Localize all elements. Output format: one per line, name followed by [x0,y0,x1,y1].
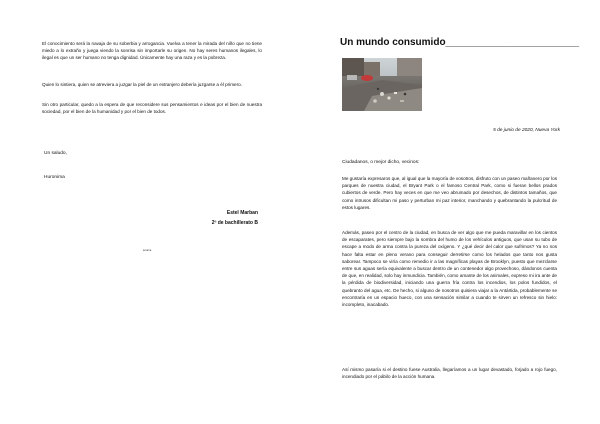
street-litter-photo-image [342,58,422,111]
left-paragraph-3: Sin otro particular, quedo a la espera de que reconsidere sus pensamientos e ideas por el bien de nuestra sociedad, por el bien de la humanidad y por el bien de todos. [42,102,262,115]
greeting: Un saludo, [44,151,67,156]
author-block [150,208,258,228]
page-title: Un mundo consumido________________________ [340,37,580,48]
right-paragraph-2: Además, paseo por el centro de la ciudad, en busca de ver algo que me pueda maravillar en los cientos de escaparates, pero siempre bajo la sombra del humo de los vehículos antiguos, que usan su tubo de escape a modo de arma contra la pureza del oxígeno. Y ¿qué decir del calor que sufrimos? Ya no nos hace falta estar en pleno verano para conseguir derretirse como los helados que tanto nos gusta saborear. Tampoco se viría como remedio ir a las magníficas playas de Brooklyn, puesto que mezclarse entre sus aguas sería equivalente a buscar dentro de un contenedor algo provechoso, dándonos cuenta de que, en realidad, solo hay inmundicia. También, como amante de los animales, expreso mi ira ante de la pérdida de biodiversidad, iniciando una guerra fría contra los incendios, los polos fundidos, el quebranto del agua, etc. De hecho, si alguno de nosotros quisiera viajar a la Antártida, probablemente se encontraría en un espacio hueco, con una sensación similar a cuando te sirven un refresco sin hielo: incompleto, inacabado. [342,230,557,308]
right-paragraph-1: Me gustaría expresaros que, al igual que la mayoría de vosotros, disfruto con un paseo mañanero por los parques de nuestra ciudad, el Bryant Park o el famoso Central Park, como si fueran bellos prados cubiertos de verde. Pero hay veces en que me veo abrumado por desechos, de distintos tamaños, que como intrusos dificultan mi paso y perturban mi paz interior, manchando y quebrantando la pulcritud de estos lugares. [342,176,557,210]
left-paragraph-1: El conocimiento será la navaja de su soberbia y arrogancia. Vuelva a tener la mirada del niño que no tiene miedo a lo extraño y juega viendo la sonrisa sin importarle su origen. No hay seres humanos ilegales, lo ilegal es que un ser humano no tenga dignidad. Únicamente hay una raza y es la pobreza. [42,41,262,61]
date-place: 5 de junio de 2020, Nueva York [493,128,560,133]
author-class: 2º de bachillerato B [211,220,258,226]
footer-mark: source [143,249,152,252]
street-litter-photo [342,58,422,111]
author-name: Estel Marban [226,210,258,216]
right-paragraph-3: Así mismo pasaría si el destino fuese Australia, llegaríamos a un lugar devastado, forjado a rojo fuego, incendiado por el pábilo de la acción humana. [342,367,557,380]
signature: Huronima [44,175,65,180]
left-paragraph-2: Quien lo sintiera, quien se atreviera a juzgar la piel de un extranjero debería juzgarse a él primero. [42,82,242,87]
salutation: Ciudadanos, o mejor dicho, vecinos: [342,160,420,165]
